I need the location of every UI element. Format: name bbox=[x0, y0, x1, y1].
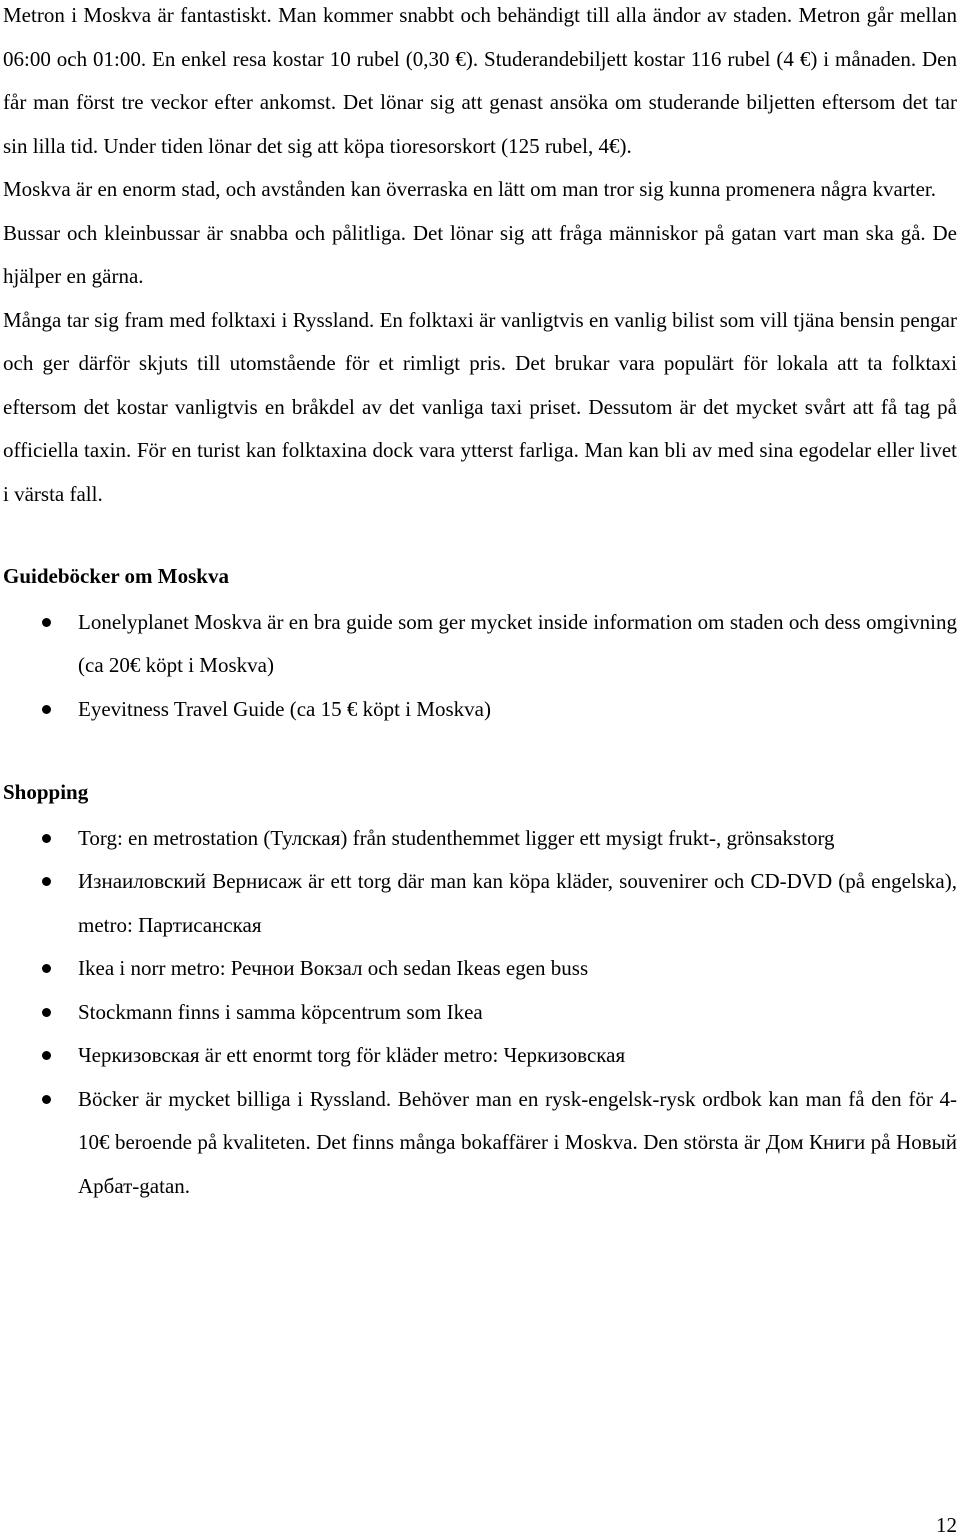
list-item-text: Torg: en metrostation (Тулская) från studenthemmet ligger ett mysigt frukt-, grönsakstorg bbox=[78, 825, 835, 850]
list-item-text: Черкизовская är ett enormt torg för kläder metro: Черкизовская bbox=[78, 1043, 626, 1067]
bullet-icon bbox=[42, 964, 51, 973]
list-item-text: Ikea i norr metro: Речнои Вокзал och sedan Ikeas egen buss bbox=[78, 956, 589, 980]
page-number: 12 bbox=[936, 1513, 957, 1537]
list-item-text: Böcker är mycket billiga i Ryssland. Behöver man en rysk-engelsk-rysk ordbok kan man få den för 4-10€ beroende på kvaliteten. Det finns många bokaffärer i Moskva. Den största är Дом Книги på Новый Арбат-gatan. bbox=[78, 1086, 957, 1198]
paragraph-folktaxi: Många tar sig fram med folktaxi i Ryssland. En folktaxi är vanligtvis en vanlig bilist som vill tjäna bensin pengar och ger därför skjuts till utomstående för et rimligt pris. Det brukar vara populärt för lokala att ta folktaxi eftersom det kostar vanligtvis en bråkdel av det vanliga taxi priset. Dessutom är det mycket svårt att få tag på officiella taxin. För en turist kan folktaxina dock vara ytterst farliga. Man kan bli av med sina egodelar eller livet i värsta fall. bbox=[3, 307, 957, 506]
list-item bbox=[3, 1034, 957, 1078]
list-item bbox=[3, 1078, 957, 1209]
list-item bbox=[3, 817, 957, 861]
list-item bbox=[3, 947, 957, 991]
shopping-list bbox=[3, 817, 957, 1209]
list-item bbox=[3, 991, 957, 1035]
page-content bbox=[3, 0, 957, 1208]
bullet-icon bbox=[42, 1095, 51, 1104]
list-item bbox=[3, 601, 957, 688]
bullet-icon bbox=[42, 834, 51, 843]
shopping-heading: Shopping bbox=[3, 780, 89, 804]
bullet-icon bbox=[42, 1051, 51, 1060]
bullet-icon bbox=[42, 705, 51, 714]
list-item-text: Lonelyplanet Moskva är en bra guide som ger mycket inside information om staden och dess omgivning (ca 20€ köpt i Moskva) bbox=[78, 609, 957, 677]
list-item-text: Stockmann finns i samma köpcentrum som Ikea bbox=[78, 999, 483, 1024]
paragraph-distances: Moskva är en enorm stad, och avstånden kan överraska en lätt om man tror sig kunna promenera några kvarter. bbox=[3, 177, 937, 201]
paragraph-metro: Metron i Moskva är fantastiskt. Man kommer snabbt och behändigt till alla ändor av staden. Metron går mellan 06:00 och 01:00. En enkel resa kostar 10 rubel (0,30 €). Studerandebiljett kostar 116 rubel (4 €) i månaden. Den får man först tre veckor efter ankomst. Det lönar sig att genast ansöka om studerande biljetten eftersom det tar sin lilla tid. Under tiden lönar det sig att köpa tioresorskort (125 rubel, 4€). bbox=[3, 3, 957, 158]
bullet-icon bbox=[42, 1008, 51, 1017]
list-item-text: Изнаиловский Вернисаж är ett torg där man kan köpa kläder, souvenirer och CD-DVD (på engelska), metro: Партисанская bbox=[78, 869, 957, 937]
bullet-icon bbox=[42, 618, 51, 627]
guidebooks-heading: Guideböcker om Moskva bbox=[3, 564, 229, 588]
bullet-icon bbox=[42, 877, 51, 886]
list-item bbox=[3, 688, 957, 732]
list-item bbox=[3, 860, 957, 947]
list-item-text: Eyevitness Travel Guide (ca 15 € köpt i Moskva) bbox=[78, 696, 491, 721]
guidebooks-list bbox=[3, 601, 957, 732]
paragraph-buses: Bussar och kleinbussar är snabba och pålitliga. Det lönar sig att fråga människor på gatan vart man ska gå. De hjälper en gärna. bbox=[3, 220, 957, 288]
